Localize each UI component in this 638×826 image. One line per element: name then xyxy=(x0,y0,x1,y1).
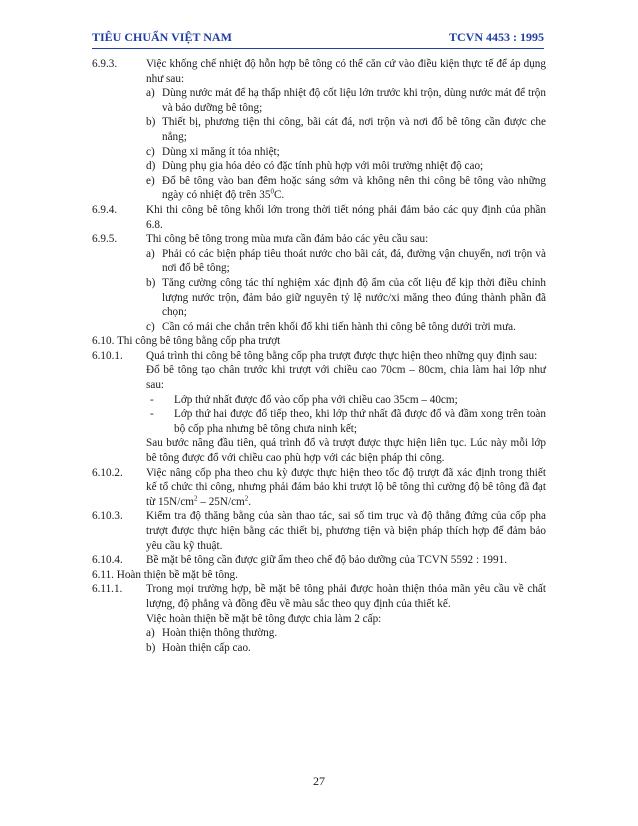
list-item-text: Đổ bê tông vào ban đêm hoặc sáng sớm và không nên thi công bê tông vào những ngày có nhiệt độ trên 35 xyxy=(162,174,546,202)
section-heading: 6.11. Hoàn thiện bề mặt bê tông. xyxy=(92,568,238,581)
unit-superscript: 2 xyxy=(194,494,198,503)
section-text: Việc khống chế nhiệt độ hỗn hợp bê tông có thể căn cứ vào điều kiện thực tế để áp dụng như sau: xyxy=(146,58,546,85)
list-marker: b) xyxy=(146,276,156,289)
list-marker: a) xyxy=(146,87,155,100)
dash-item-text: Lớp thứ nhất được đổ vào cốp pha với chiều cao 35cm – 40cm; xyxy=(174,393,458,406)
list-marker: b) xyxy=(146,116,156,129)
section-6-10-2 xyxy=(92,466,546,510)
section-6-10-1 xyxy=(92,349,546,364)
header-standard-title: TIÊU CHUẨN VIỆT NAM xyxy=(92,30,232,44)
list-item-text: Phải có các biện pháp tiêu thoát nước cho bãi cát, đá, đường vận chuyển, nơi trộn và nơi đổ bê tông; xyxy=(162,247,546,275)
header-rule xyxy=(92,48,544,49)
section-number: 6.10.3. xyxy=(92,510,123,523)
section-text xyxy=(146,466,546,510)
section-heading: 6.10. Thi công bê tông bằng cốp pha trượt xyxy=(92,335,281,348)
section-number: 6.10.1. xyxy=(92,349,123,362)
section-text: Khi thi công bê tông khối lớn trong thời tiết nóng phải đảm bảo các quy định của phần 6.8. xyxy=(146,203,546,231)
list-item xyxy=(146,247,546,276)
section-text-part: . xyxy=(248,495,252,508)
list-item-text: Hoàn thiện cấp cao. xyxy=(162,641,251,654)
section-number: 6.10.2. xyxy=(92,466,123,479)
list-item-text: Dùng phụ gia hóa dẻo có đặc tính phù hợp với môi trường nhiệt độ cao; xyxy=(162,160,484,173)
section-6-10-3 xyxy=(92,509,546,553)
header-standard-code: TCVN 4453 : 1995 xyxy=(449,30,544,44)
list-item xyxy=(146,276,546,320)
section-text: Bề mặt bê tông cần được giữ ẩm theo chế độ bảo dưỡng của TCVN 5592 : 1991. xyxy=(146,554,508,567)
section-text-part: Việc nâng cốp pha theo chu kỳ được thực hiện theo tốc độ trượt đã xác định trong thiết kế tổ chức thi công, nhưng phải đảm bảo khi trượt lộ bê tông thì cường độ bê tông đã đạt từ 15N/cm xyxy=(146,466,546,508)
list-item-text: Dùng xi măng ít tỏa nhiệt; xyxy=(162,145,280,158)
section-6-11-1 xyxy=(92,582,546,611)
section-text: Kiểm tra độ thăng bằng của sàn thao tác, sai số tim trục và độ thẳng đứng của cốp pha trượt được thực hiện bằng các thiết bị, phương tiện và biện pháp thích hợp để đảm bảo yêu cầu kỹ thuật. xyxy=(146,510,546,552)
list-item-text: Dùng nước mát để hạ thấp nhiệt độ cốt liệu lớn trước khi trộn, dùng nước mát để trộn và bảo dưỡng bê tông; xyxy=(162,87,546,114)
paragraph: Việc hoàn thiện bề mặt bê tông được chia làm 2 cấp: xyxy=(146,612,382,625)
list-marker: a) xyxy=(146,627,155,640)
section-number: 6.10.4. xyxy=(92,554,123,567)
list-marker: b) xyxy=(146,641,156,654)
section-text: Trong mọi trường hợp, bề mặt bê tông phải được hoàn thiện thỏa mãn yêu cầu về chất lượng, độ phẳng và đồng đều về màu sắc theo quy định của thiết kế. xyxy=(146,583,546,610)
list-item-text: Hoàn thiện thông thường. xyxy=(162,627,278,640)
paragraph: Đổ bê tông tạo chân trước khi trượt với chiều cao 70cm – 80cm, chia làm hai lớp như sau: xyxy=(146,364,546,392)
list-marker: a) xyxy=(146,247,155,260)
list-item-text-end: C. xyxy=(273,189,285,202)
list-item xyxy=(146,174,546,203)
list-marker: c) xyxy=(146,320,155,333)
list-item-text: Cần có mái che chắn trên khối đổ khi tiến hành thi công bê tông dưới trời mưa. xyxy=(162,320,516,333)
list-item xyxy=(146,320,546,335)
list-marker: e) xyxy=(146,174,155,187)
list-item xyxy=(146,86,546,115)
list-marker: d) xyxy=(146,160,156,173)
dash-item-text: Lớp thứ hai được đổ tiếp theo, khi lớp thứ nhất đã được đổ và đầm xong trên toàn bộ cốp pha nhưng bê tông chưa ninh kết; xyxy=(174,408,546,435)
section-6-9-4 xyxy=(92,203,546,232)
section-number: 6.11.1. xyxy=(92,583,123,596)
degree-superscript: 0 xyxy=(270,187,274,196)
list-item xyxy=(146,145,546,160)
section-text: Thi công bê tông trong mùa mưa cần đảm bảo các yêu cầu sau: xyxy=(146,233,429,246)
section-6-10-4 xyxy=(92,553,546,568)
list-item xyxy=(146,159,546,174)
dash-marker: - xyxy=(150,393,154,406)
paragraph: Sau bước nâng đầu tiên, quá trình đổ và trượt được thực hiện liên tục. Lúc này mỗi lớp bê tông được đổ với chiều cao phù hợp với các biện pháp thi công. xyxy=(146,437,546,465)
dash-item xyxy=(146,407,546,436)
section-text: Quá trình thi công bê tông bằng cốp pha trượt được thực hiện theo những quy định sau: xyxy=(146,349,538,362)
dash-item xyxy=(146,393,546,408)
section-6-9-5 xyxy=(92,232,546,247)
list-item xyxy=(146,626,546,641)
unit-superscript: 2 xyxy=(244,494,249,503)
section-6-9-3 xyxy=(92,57,546,86)
section-number: 6.9.5. xyxy=(92,233,118,246)
list-item xyxy=(146,115,546,144)
section-text-part: – 25N/cm xyxy=(197,495,245,508)
list-item xyxy=(146,641,546,656)
section-number: 6.9.4. xyxy=(92,203,118,216)
document-body xyxy=(92,57,546,655)
section-number: 6.9.3. xyxy=(92,58,118,70)
list-marker: c) xyxy=(146,145,155,158)
page-number: 27 xyxy=(313,774,325,788)
list-item-text: Thiết bị, phương tiện thi công, bãi cát đá, nơi trộn và nơi đổ bê tông cần được che nắng; xyxy=(162,116,546,143)
list-item-text: Tăng cường công tác thí nghiệm xác định độ ẩm của cốt liệu để kịp thời điều chỉnh lượng nước trộn, đảm bảo giữ nguyên tỷ lệ nước/xi măng theo đúng thành phần đã chọn; xyxy=(162,276,546,319)
dash-marker: - xyxy=(150,408,154,421)
